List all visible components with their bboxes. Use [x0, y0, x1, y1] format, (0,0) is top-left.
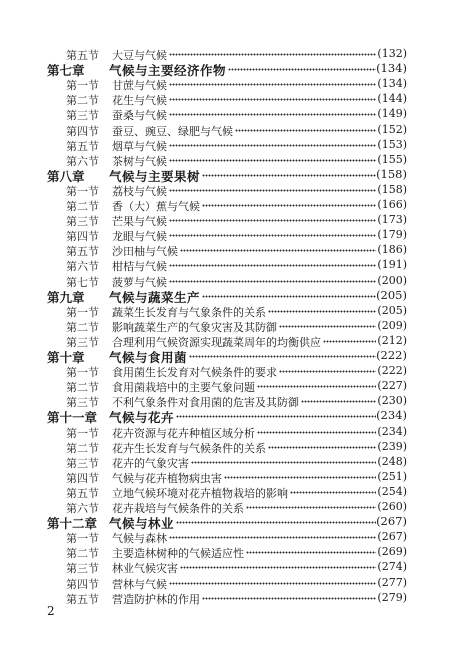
- page-ref: (153): [377, 137, 407, 151]
- section-number: 第五节: [66, 592, 99, 606]
- section-title: 菠萝与气候: [112, 275, 167, 289]
- section-title: 蚕桑与气候: [112, 109, 167, 123]
- section-number: 第三节: [66, 215, 99, 229]
- dot-leader: [246, 548, 376, 556]
- section-number: 第一节: [66, 79, 99, 93]
- dot-leader: [176, 518, 376, 526]
- page-ref: (155): [377, 152, 407, 166]
- chapter-number: 第七章: [47, 63, 85, 79]
- dot-leader: [301, 397, 376, 405]
- section-title: 食用菌生长发育对气候条件的要求: [112, 366, 277, 380]
- section-number: 第二节: [66, 200, 99, 213]
- section-title: 芒果与气候: [112, 215, 167, 229]
- dot-leader: [169, 186, 376, 194]
- section-title: 柑桔与气候: [112, 260, 167, 274]
- dot-leader: [169, 110, 376, 118]
- toc-section-row: [0, 589, 450, 607]
- dot-leader: [202, 171, 376, 179]
- section-number: 第一节: [66, 366, 99, 380]
- chapter-number: 第八章: [47, 168, 85, 184]
- page-ref: (230): [377, 394, 407, 408]
- section-number: 第一节: [66, 305, 99, 319]
- page-ref: (222): [377, 364, 407, 378]
- section-title: 花卉的气象灾害: [112, 456, 189, 470]
- dot-leader: [290, 488, 376, 496]
- page-ref: (144): [377, 92, 407, 106]
- page-ref: (254): [377, 484, 407, 498]
- section-number: 第六节: [66, 260, 99, 274]
- dot-leader: [189, 352, 376, 360]
- section-number: 第六节: [66, 154, 99, 168]
- page-ref: (166): [377, 198, 407, 211]
- dot-leader: [202, 201, 376, 209]
- dot-leader: [257, 428, 376, 436]
- section-number: 第四节: [66, 577, 99, 591]
- section-number: 第四节: [66, 124, 99, 138]
- dot-leader: [235, 126, 376, 134]
- section-number: 第五节: [66, 245, 99, 259]
- section-number: 第二节: [66, 94, 99, 108]
- section-number: 第二节: [66, 441, 99, 455]
- page-ref: (277): [377, 575, 407, 589]
- section-number: 第二节: [66, 547, 99, 561]
- page-ref: (134): [376, 61, 407, 76]
- page-ref: (279): [377, 590, 407, 604]
- chapter-title: 气候与林业: [109, 516, 175, 532]
- section-number: 第二节: [66, 320, 99, 334]
- section-title: 主要造林树种的气候适应性: [112, 547, 244, 561]
- page-ref: (200): [377, 273, 407, 287]
- chapter-number: 第十二章: [47, 516, 98, 532]
- section-number: 第四节: [66, 471, 99, 485]
- section-title: 烟草与气候: [112, 139, 167, 153]
- page-ref: (205): [376, 287, 407, 302]
- section-title: 林业气候灾害: [112, 562, 178, 576]
- page-ref: (132): [377, 47, 407, 60]
- section-number: 第一节: [66, 532, 99, 546]
- section-title: 气候与森林: [112, 532, 167, 546]
- dot-leader: [169, 579, 376, 587]
- section-title: 合理利用气候资源实现蔬菜周年的均衡供应: [112, 335, 321, 349]
- section-title: 营造防护林的作用: [112, 592, 200, 606]
- chapter-title: 气候与主要果树: [109, 168, 201, 184]
- dot-leader: [180, 563, 376, 571]
- section-title: 甘蔗与气候: [112, 79, 167, 93]
- section-title: 蚕豆、豌豆、绿肥与气候: [112, 124, 233, 138]
- section-number: 第五节: [66, 139, 99, 153]
- section-title: 食用菌栽培中的主要气象问题: [112, 381, 255, 395]
- section-title: 花卉生长发育与气候条件的关系: [112, 441, 266, 455]
- dot-leader: [169, 277, 376, 285]
- dot-leader: [180, 246, 376, 254]
- section-number: 第三节: [66, 456, 99, 470]
- section-title: 茶树与气候: [112, 154, 167, 168]
- section-number: 第七节: [66, 275, 99, 289]
- chapter-title: 气候与蔬菜生产: [109, 289, 201, 305]
- section-title: 荔枝与气候: [112, 184, 167, 198]
- page-ref: (205): [377, 303, 407, 317]
- page-ref: (134): [377, 77, 407, 91]
- page-number: 2: [47, 604, 55, 618]
- dot-leader: [169, 95, 376, 103]
- section-title: 蔬菜生长发育与气象条件的关系: [112, 305, 266, 319]
- section-title: 沙田柚与气候: [112, 245, 178, 259]
- dot-leader: [202, 594, 376, 602]
- page-ref: (158): [377, 182, 407, 196]
- page-ref: (248): [377, 454, 407, 468]
- dot-leader: [246, 503, 376, 511]
- dot-leader: [257, 382, 376, 390]
- dot-leader: [169, 156, 376, 164]
- section-title: 气候与花卉植物病虫害: [112, 471, 222, 485]
- chapter-number: 第十章: [47, 350, 85, 365]
- section-number: 第五节: [66, 486, 99, 500]
- chapter-title: 气候与主要经济作物: [109, 63, 227, 79]
- section-number: 第五节: [66, 49, 99, 62]
- chapter-number: 第十一章: [47, 410, 98, 426]
- page-ref: (267): [377, 530, 407, 544]
- page-ref: (234): [377, 424, 407, 438]
- section-number: 第二节: [66, 381, 99, 395]
- page-ref: (269): [377, 545, 407, 559]
- section-title: 不利气象条件对食用菌的危害及其防御: [112, 396, 299, 410]
- section-title: 龙眼与气候: [112, 230, 167, 244]
- page-ref: (149): [377, 107, 407, 121]
- page-ref: (222): [376, 348, 407, 362]
- section-number: 第三节: [66, 109, 99, 123]
- section-number: 第一节: [66, 184, 99, 198]
- page-ref: (212): [377, 333, 407, 347]
- dot-leader: [279, 322, 376, 330]
- page-ref: (239): [377, 439, 407, 453]
- section-number: 第四节: [66, 230, 99, 244]
- chapter-title: 气候与花卉: [109, 410, 175, 426]
- dot-leader: [191, 458, 376, 466]
- section-title: 花卉资源与花卉种植区域分析: [112, 426, 255, 440]
- page-ref: (191): [377, 258, 407, 272]
- page-ref: (227): [377, 379, 407, 393]
- page-ref: (251): [377, 469, 407, 483]
- page-ref: (179): [377, 228, 407, 242]
- dot-leader: [169, 141, 376, 149]
- section-number: 第三节: [66, 335, 99, 349]
- section-number: 第一节: [66, 426, 99, 440]
- dot-leader: [169, 50, 376, 58]
- page-ref: (260): [377, 500, 407, 513]
- dot-leader: [169, 216, 376, 224]
- dot-leader: [279, 367, 376, 375]
- page-ref: (152): [377, 122, 407, 136]
- section-number: 第三节: [66, 562, 99, 576]
- page-ref: (209): [377, 318, 407, 332]
- section-title: 花生与气候: [112, 94, 167, 108]
- page-ref: (274): [377, 560, 407, 574]
- page-ref: (234): [376, 408, 407, 423]
- dot-leader: [169, 231, 376, 239]
- section-title: 花卉栽培与气候条件的关系: [112, 502, 244, 515]
- chapter-title: 气候与食用菌: [109, 350, 188, 365]
- dot-leader: [323, 337, 376, 345]
- page-ref: (186): [377, 243, 407, 257]
- section-title: 大豆与气候: [112, 49, 167, 62]
- dot-leader: [268, 307, 376, 315]
- dot-leader: [169, 533, 376, 541]
- dot-leader: [268, 443, 376, 451]
- dot-leader: [202, 292, 376, 300]
- dot-leader: [169, 261, 376, 269]
- section-title: 营林与气候: [112, 577, 167, 591]
- chapter-number: 第九章: [47, 289, 85, 305]
- section-title: 立地气候环境对花卉植物栽培的影响: [112, 486, 288, 500]
- dot-leader: [176, 412, 376, 420]
- dot-leader: [169, 80, 376, 88]
- dot-leader: [224, 473, 376, 481]
- section-number: 第三节: [66, 396, 99, 410]
- dot-leader: [228, 65, 376, 73]
- section-number: 第六节: [66, 502, 99, 515]
- page-ref: (267): [376, 514, 407, 529]
- section-title: 影响蔬菜生产的气象灾害及其防御: [112, 320, 277, 334]
- section-title: 香（大）蕉与气候: [112, 200, 200, 213]
- page-ref: (158): [376, 166, 407, 181]
- page-ref: (173): [377, 213, 407, 227]
